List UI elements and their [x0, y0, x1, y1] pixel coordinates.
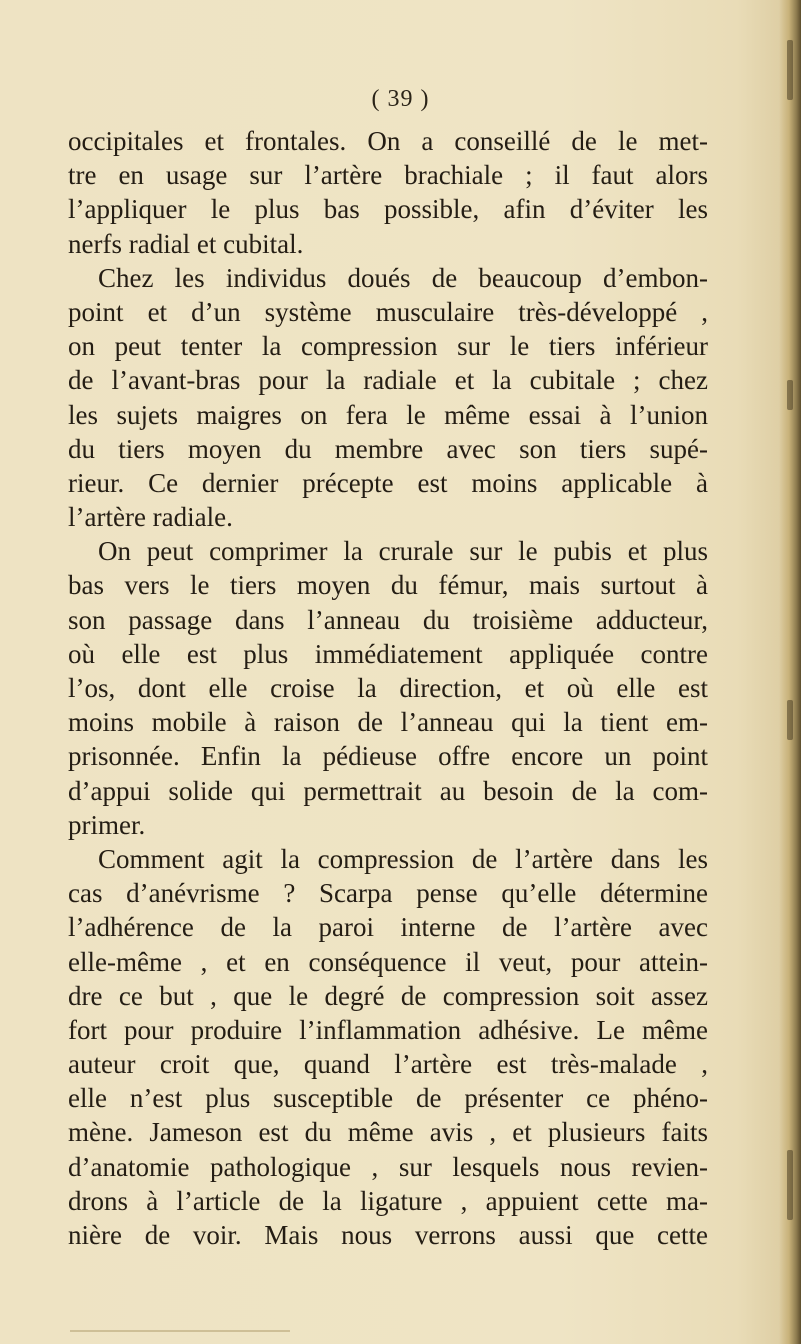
- text-line: l’appliquer le plus bas possible, afin d’éviter les: [68, 194, 708, 225]
- text-line: fort pour produire l’inflammation adhésive. Le même: [68, 1014, 708, 1045]
- text-line: bas vers le tiers moyen du fémur, mais surtout à: [68, 570, 708, 601]
- binding-mark: [787, 1150, 793, 1220]
- text-line: du tiers moyen du membre avec son tiers supé-: [68, 433, 708, 464]
- text-line: point et d’un système musculaire très-développé ,: [68, 296, 708, 327]
- binding-mark: [787, 700, 793, 740]
- text-line: l’artère radiale.: [68, 502, 233, 533]
- text-line: On peut comprimer la crurale sur le pubis et plus: [98, 536, 708, 567]
- text-line: son passage dans l’anneau du troisième adducteur,: [68, 604, 708, 635]
- text-line: drons à l’article de la ligature , appuient cette ma-: [68, 1185, 708, 1216]
- text-line: où elle est plus immédiatement appliquée contre: [68, 638, 708, 669]
- text-line: occipitales et frontales. On a conseillé de le met-: [68, 126, 708, 156]
- text-line: les sujets maigres on fera le même essai à l’union: [68, 399, 708, 430]
- binding-mark: [787, 380, 793, 410]
- text-line: moins mobile à raison de l’anneau qui la tient em-: [68, 707, 708, 738]
- text-line: auteur croit que, quand l’artère est très-malade ,: [68, 1049, 708, 1080]
- text-line: d’anatomie pathologique , sur lesquels nous revien-: [68, 1151, 708, 1182]
- text-line: Chez les individus doués de beaucoup d’embon-: [98, 262, 708, 293]
- text-line: d’appui solide qui permettrait au besoin de la com-: [68, 775, 708, 806]
- text-line: prisonnée. Enfin la pédieuse offre encore un point: [68, 741, 708, 772]
- bottom-rule: [70, 1330, 290, 1332]
- text-line: on peut tenter la compression sur le tiers inférieur: [68, 331, 708, 362]
- text-line: mène. Jameson est du même avis , et plusieurs faits: [68, 1117, 708, 1148]
- text-line: l’adhérence de la paroi interne de l’artère avec: [68, 912, 708, 943]
- text-line: tre en usage sur l’artère brachiale ; il faut alors: [68, 160, 708, 191]
- text-line: cas d’anévrisme ? Scarpa pense qu’elle détermine: [68, 878, 708, 909]
- text-line: primer.: [68, 809, 146, 840]
- text-line: rieur. Ce dernier précepte est moins applicable à: [68, 467, 708, 498]
- text-line: elle n’est plus susceptible de présenter ce phéno-: [68, 1083, 708, 1114]
- page-number: ( 39 ): [371, 86, 430, 112]
- text-line: nerfs radial et cubital.: [68, 228, 304, 259]
- text-line: dre ce but , que le degré de compression soit assez: [68, 980, 708, 1011]
- text-line: Comment agit la compression de l’artère dans les: [98, 843, 708, 874]
- text-line: l’os, dont elle croise la direction, et où elle est: [68, 673, 708, 703]
- body-text: [68, 124, 708, 1252]
- page-edge-shadow: [779, 0, 801, 1344]
- text-line: de l’avant-bras pour la radiale et la cubitale ; chez: [68, 365, 708, 396]
- text-line: elle-même , et en conséquence il veut, pour attein-: [68, 946, 708, 977]
- text-line: nière de voir. Mais nous verrons aussi que cette: [68, 1220, 708, 1250]
